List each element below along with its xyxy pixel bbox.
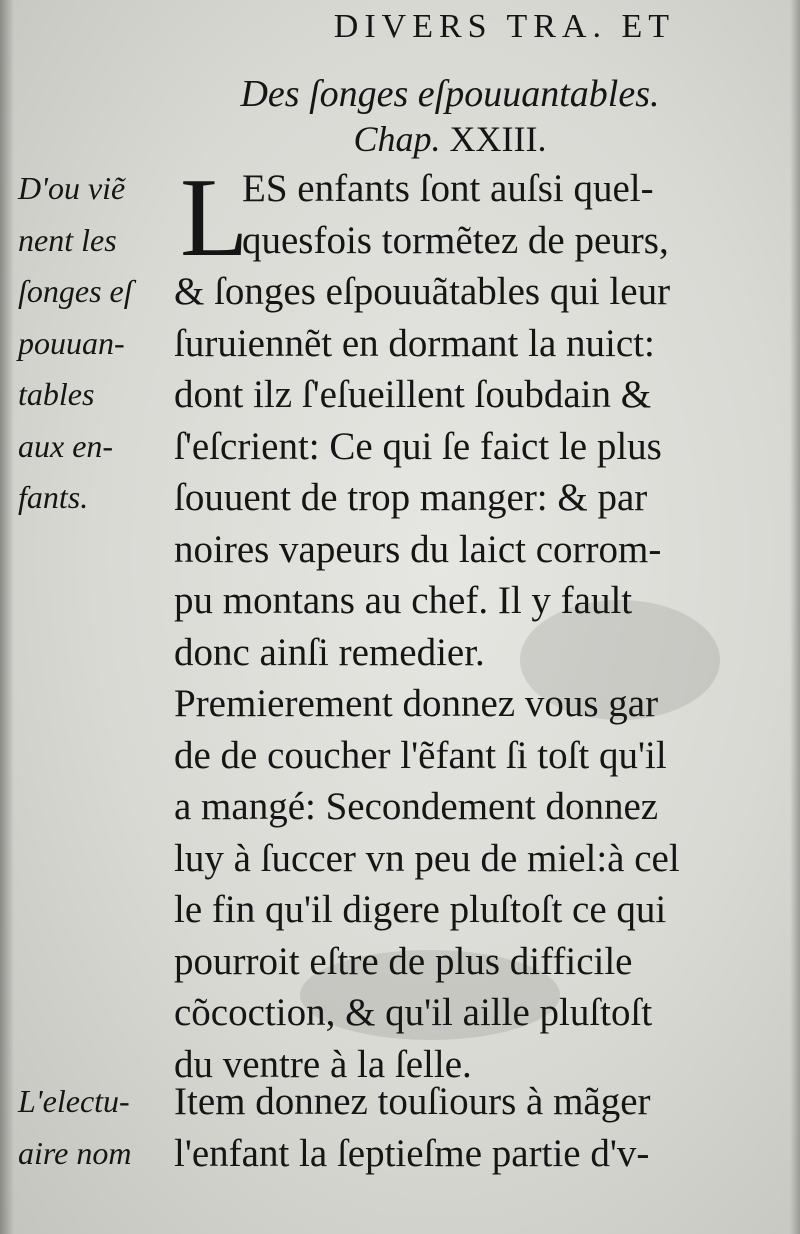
margin-note-line: ſonges eſ [18,273,133,309]
margin-note-line: fants. [18,479,89,515]
margin-note [18,163,168,524]
drop-capital: L [180,156,249,280]
running-header: DIVERS TRA. ET [333,8,675,45]
margin-note-line: D'ou viẽ [18,170,126,206]
paragraph-line: luy à ſuccer vn peu de miel:à cel [174,836,680,880]
body-text [174,156,744,1090]
paragraph-line: l'enfant la ſeptieſme partie d'v- [174,1131,650,1175]
paragraph-line: donc ainſi remedier. [174,630,485,674]
paragraph-line: Premierement donnez vous gar [174,682,659,725]
paragraph-line: Item donnez touſiours à mãger [174,1080,651,1123]
paragraph-line: ſ'eſcrient: Ce qui ſe faict le plus [174,424,662,468]
paragraph-line: quesfois tormẽtez de peurs, [242,218,669,262]
margin-note-line: nent les [18,221,117,258]
page-edge-shadow [0,0,14,1234]
paragraph-line: ES enfants ſont auſsi quel- [242,167,654,210]
margin-note-line: aire nom [18,1134,132,1171]
chapter-label: Chap. [353,119,441,159]
paragraph-line: pu montans au chef. Il y fault [174,579,633,622]
chapter-number [200,118,700,160]
margin-note-line: pouuan- [18,324,125,361]
body-text [174,1076,744,1179]
margin-note-line: tables [18,376,95,412]
paragraph-line: cõcoction, & qu'il aille pluſtoſt [174,991,653,1034]
margin-note [18,1076,168,1179]
paragraph-line: ſuruiennẽt en dormant la nuict: [174,321,655,365]
chapter-numeral: XXIII. [449,119,547,159]
margin-note-line: aux en- [18,427,114,464]
paragraph-line: de de coucher l'ẽfant ſi toſt qu'il [174,733,667,777]
paragraph-line: dont ilz ſ'eſueillent ſoubdain & [174,373,652,416]
paragraph-line: noires vapeurs du laict corrom- [174,527,662,571]
paragraph-line: le fin qu'il digere pluſtoſt ce qui [174,888,667,931]
chapter-title: Des ſonges eſpouuantables. [240,73,660,115]
paragraph-line: du ventre à la ſelle. [174,1042,472,1086]
margin-note-line: L'electu- [18,1083,130,1119]
paragraph-line: pourroit eſtre de plus difficile [174,939,633,983]
paragraph-line: ſouuent de trop manger: & par [174,476,648,519]
paragraph-line: a mangé: Secondement donnez [174,785,659,828]
paragraph-line: & ſonges eſpouuãtables qui leur [174,270,671,313]
page-edge-shadow [790,0,800,1234]
